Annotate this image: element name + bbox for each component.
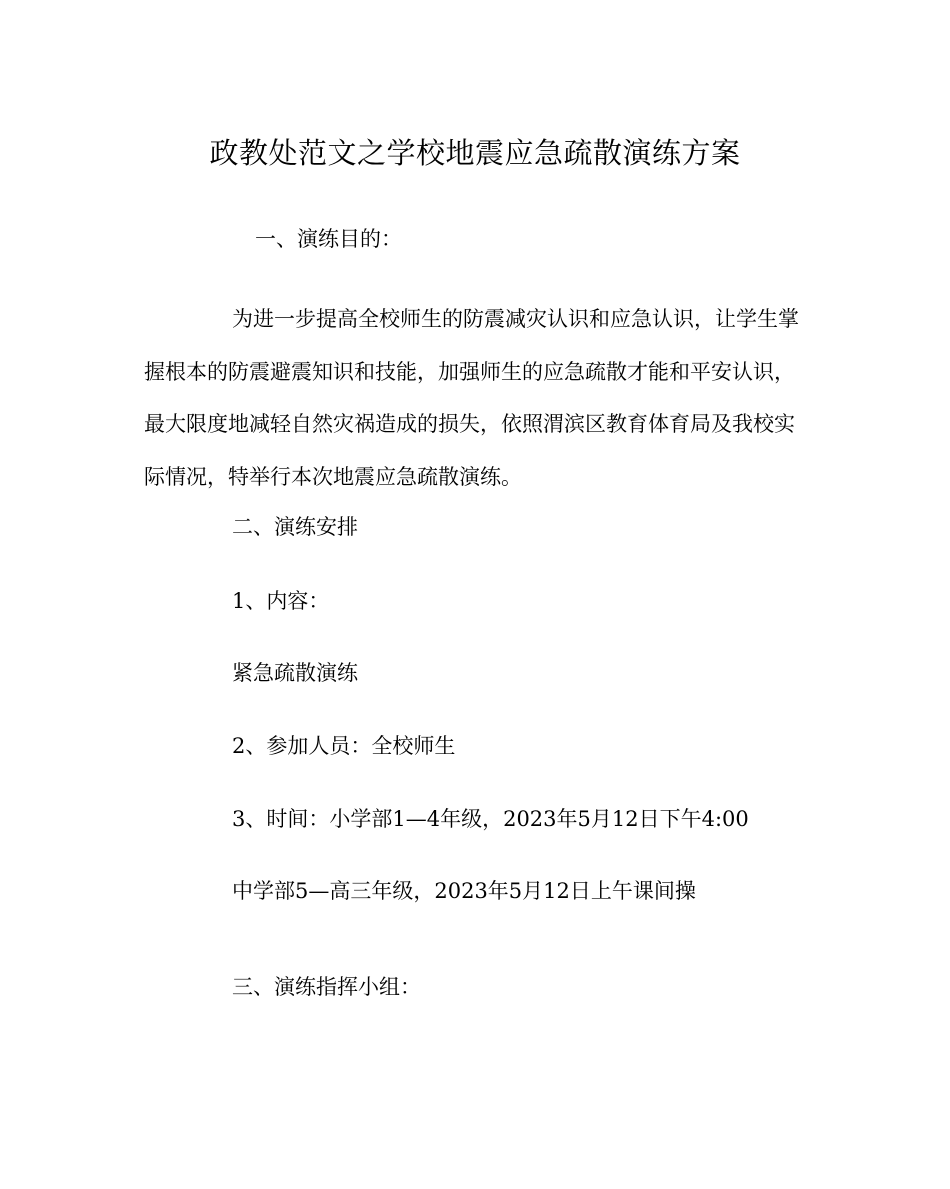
item-time-primary: 3、时间：小学部1—4年级，2023年5月12日下午4:00 [232,807,749,831]
item-content-value: 紧急疏散演练 [232,661,358,685]
section-heading-arrangement: 二、演练安排 [232,515,358,539]
section-heading-command-group: 三、演练指挥小组： [232,975,421,999]
purpose-paragraph: 为进一步提高全校师生的防震减灾认识和应急认识，让学生掌握根本的防震避震知识和技能，加强师生的应急疏散才能和平安认识，最大限度地减轻自然灾祸造成的损失，依照渭滨区教育体育局及我校实际情况，特举行本次地震应急疏散演练。 [144,307,799,489]
section-heading-purpose: 一、演练目的： [255,227,402,251]
item-content-label: 1、内容： [232,589,330,613]
item-time-secondary: 中学部5—高三年级，2023年5月12日上午课间操 [232,879,696,903]
document-title: 政教处范文之学校地震应急疏散演练方案 [209,136,741,170]
item-participants: 2、参加人员：全校师生 [232,734,456,758]
